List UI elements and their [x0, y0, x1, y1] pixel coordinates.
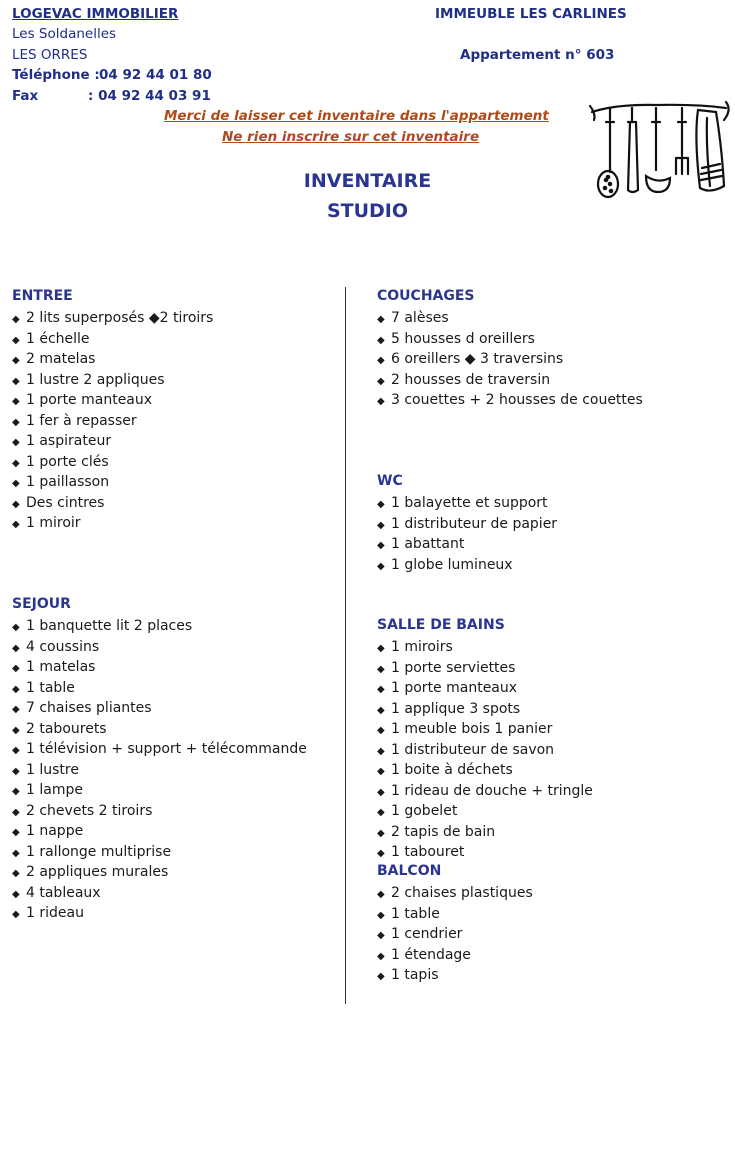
list-item: ◆ 1 porte manteaux — [377, 680, 518, 696]
entree-list — [12, 308, 213, 534]
list-item: ◆ 1 porte manteaux — [12, 392, 153, 408]
section-heading-couchages: COUCHAGES — [377, 288, 475, 304]
list-item: ◆ 2 chaises plastiques — [377, 885, 533, 901]
section-heading-balcon: BALCON — [377, 863, 442, 879]
list-item: ◆ 1 table — [12, 679, 75, 696]
list-item: ◆ 1 tabouret — [377, 844, 465, 860]
section-heading-wc: WC — [377, 473, 403, 489]
list-item: ◆ 2 appliques murales — [12, 864, 169, 880]
list-item: ◆ 1 porte clés — [12, 453, 109, 470]
list-item: ◆ 1 lustre 2 appliques — [12, 371, 165, 388]
list-item: ◆ 1 miroirs — [377, 639, 453, 655]
list-item: ◆ 1 télévision + support + télécommande — [12, 741, 307, 757]
list-item: ◆ 3 couettes + 2 housses de couettes — [377, 392, 643, 408]
list-item: ◆ 2 lits superposés ◆2 tiroirs — [12, 310, 214, 326]
list-item: ◆ 1 porte serviettes — [377, 659, 516, 676]
list-item: ◆ 1 rideau de douche + tringle — [377, 782, 593, 799]
list-item: ◆ 4 tableaux — [12, 884, 101, 901]
list-item: ◆ 1 étendage — [377, 946, 471, 963]
list-item: ◆ 2 matelas — [12, 351, 96, 367]
list-item: ◆ 1 abattant — [377, 536, 465, 552]
list-item: ◆ 2 tapis de bain — [377, 823, 496, 840]
list-item: ◆ 1 distributeur de papier — [377, 515, 558, 532]
warning-no-writing: Ne rien inscrire sur cet inventaire — [222, 129, 480, 145]
wc-list — [377, 493, 557, 575]
list-item: ◆ 2 housses de traversin — [377, 371, 551, 388]
list-item: ◆ 1 fer à repasser — [12, 412, 137, 429]
list-item: ◆ 1 lampe — [12, 782, 83, 798]
list-item: ◆ 1 banquette lit 2 places — [12, 618, 193, 634]
town-name: LES ORRES — [12, 47, 88, 63]
document-title: INVENTAIRE — [303, 170, 432, 192]
couchages-list — [377, 308, 643, 411]
salle-de-bains-list — [377, 637, 593, 863]
list-item: ◆ 1 distributeur de savon — [377, 741, 555, 758]
list-item: ◆ 1 applique 3 spots — [377, 700, 521, 717]
list-item: ◆ 1 matelas — [12, 659, 96, 675]
apartment-number: Appartement n° 603 — [460, 47, 615, 63]
list-item: ◆ 1 tapis — [377, 967, 439, 983]
list-item: ◆ 1 gobelet — [377, 803, 458, 819]
list-item: ◆ 6 oreillers ◆ 3 traversins — [377, 351, 564, 367]
column-divider — [345, 287, 346, 1004]
list-item: ◆ 2 chevets 2 tiroirs — [12, 802, 153, 819]
section-heading-salle-de-bains: SALLE DE BAINS — [377, 617, 505, 633]
list-item: ◆ 1 miroir — [12, 515, 81, 531]
list-item: ◆ 1 nappe — [12, 823, 84, 839]
sejour-list — [12, 616, 307, 924]
list-item: ◆ 1 meuble bois 1 panier — [377, 721, 553, 737]
agency-name: LOGEVAC IMMOBILIER — [12, 6, 179, 22]
list-item: ◆ 1 rallonge multiprise — [12, 843, 172, 860]
list-item: ◆ 4 coussins — [12, 638, 100, 655]
list-item: ◆ 7 chaises pliantes — [12, 700, 152, 716]
section-heading-entree: ENTREE — [12, 288, 73, 304]
list-item: ◆ 1 balayette et support — [377, 495, 548, 511]
warning-keep-inventory: Merci de laisser cet inventaire dans l'appartement — [164, 108, 549, 124]
list-item: ◆ 1 aspirateur — [12, 433, 112, 449]
list-item: ◆ 1 table — [377, 905, 440, 922]
list-item: ◆ 7 alèses — [377, 310, 449, 326]
list-item: ◆ 1 cendrier — [377, 926, 463, 942]
building-name: IMMEUBLE LES CARLINES — [435, 6, 627, 22]
phone-number: 04 92 44 01 80 — [99, 67, 212, 83]
section-heading-sejour: SEJOUR — [12, 596, 71, 612]
phone-label: Téléphone : — [12, 67, 100, 83]
fax-number: : 04 92 44 03 91 — [88, 88, 211, 104]
list-item: ◆ Des cintres — [12, 494, 105, 511]
fax-label: Fax — [12, 88, 39, 104]
residence-name: Les Soldanelles — [12, 26, 117, 42]
list-item: ◆ 1 paillasson — [12, 474, 110, 490]
list-item: ◆ 5 housses d oreillers — [377, 330, 535, 347]
list-item: ◆ 1 rideau — [12, 905, 84, 921]
list-item: ◆ 1 échelle — [12, 330, 90, 347]
document-subtitle: STUDIO — [326, 200, 409, 222]
list-item: ◆ 1 globe lumineux — [377, 556, 513, 573]
list-item: ◆ 1 boite à déchets — [377, 762, 513, 778]
list-item: ◆ 1 lustre — [12, 761, 79, 778]
list-item: ◆ 2 tabourets — [12, 720, 107, 737]
balcon-list — [377, 883, 533, 986]
